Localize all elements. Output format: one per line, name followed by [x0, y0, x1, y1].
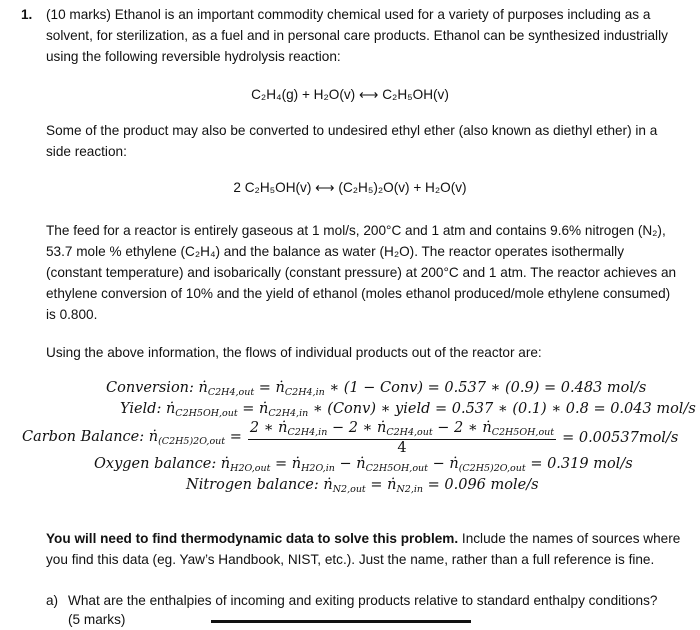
equation-text: = ṅ: [237, 401, 269, 417]
equation-text: =: [225, 429, 242, 445]
question-number: 1.: [21, 7, 33, 22]
thermo-text: [46, 528, 680, 549]
carbon-balance-equation: [22, 420, 678, 456]
equation-text: Nitrogen balance: ṅ: [186, 477, 333, 493]
feed-text: 53.7 mole % ethylene (C₂H₄) and the balance as water (H₂O). The reactor operates isothermally: [46, 244, 624, 259]
fraction-numerator: [248, 420, 556, 440]
equation-text: = ṅ: [365, 477, 397, 493]
equation-text: ∗ (Conv) ∗ yield = 0.537 ∗ (0.1) ∗ 0.8 = 0.043 mol/s: [308, 401, 696, 417]
equation-text: Yield: ṅ: [120, 401, 176, 417]
carbon-balance-fraction: [248, 420, 556, 456]
part-a-question: What are the enthalpies of incoming and exiting products relative to standard enthalpy conditions?: [68, 593, 658, 608]
intro-line: using the following reversible hydrolysis reaction:: [46, 49, 341, 64]
side-reaction-text: side reaction:: [46, 144, 127, 159]
thermo-text-rest: Include the names of sources where: [458, 531, 681, 546]
equation-subscript: N2,out: [332, 484, 366, 495]
equation-subscript: H2O,out: [230, 463, 271, 474]
equation-subscript: (C2H5)2O,out: [158, 436, 226, 447]
redaction-bar: [211, 620, 471, 623]
equation-text: Carbon Balance: ṅ: [22, 429, 159, 445]
equation-subscript: (C2H5)2O,out: [458, 463, 526, 474]
part-a-marks: (5 marks): [68, 612, 126, 627]
equation-text: Oxygen balance: ṅ: [94, 456, 231, 472]
equation-text: Conversion: ṅ: [106, 380, 208, 396]
equation-text: − 2 ∗ ṅ: [327, 420, 387, 436]
feed-text: The feed for a reactor is entirely gaseous at 1 mol/s, 200°C and 1 atm and contains 9.6% nitrogen (N₂),: [46, 223, 666, 238]
intro-line: (10 marks) Ethanol is an important commodity chemical used for a variety of purposes including as a: [46, 7, 651, 22]
equation-subscript: C2H5OH,out: [491, 427, 555, 438]
oxygen-balance-equation: [94, 456, 633, 474]
carbon-balance-result: [562, 430, 678, 446]
equation-text: = ṅ: [254, 380, 285, 396]
equation-subscript: C2H4,out: [386, 427, 433, 438]
fraction-denominator: [248, 440, 556, 456]
equation-subscript: C2H4,in: [287, 427, 328, 438]
equation-subscript: C2H5OH,out: [365, 463, 428, 474]
equation-text: − ṅ: [427, 456, 459, 472]
equation-subscript: C2H4,in: [284, 387, 325, 398]
reaction-equation-2: 2 C₂H₅OH(v) ⟷ (C₂H₅)₂O(v) + H₂O(v): [233, 180, 467, 195]
feed-text: (constant temperature) and isobarically (constant pressure) at 200°C and 1 atm. The reactor achieves an: [46, 265, 677, 280]
part-a-label: a): [46, 593, 59, 608]
reaction-equation-1: C₂H₄(g) + H₂O(v) ⟷ C₂H₅OH(v): [251, 87, 449, 102]
conversion-equation: [106, 380, 646, 398]
thermo-text: you find this data (eg. Yaw’s Handbook, NIST, etc.). Just the name, rather than a full reference is fine.: [46, 552, 655, 567]
equation-text: 4: [397, 440, 407, 456]
feed-text: is 0.800.: [46, 307, 98, 322]
equation-text: − 2 ∗ ṅ: [432, 420, 492, 436]
equation-text: − ṅ: [334, 456, 366, 472]
thermo-bold-text: You will need to find thermodynamic data to solve this problem.: [46, 531, 459, 546]
equation-text: = 0.319 mol/s: [525, 456, 633, 472]
equation-text: ∗ (1 − Conv) = 0.537 ∗ (0.9) = 0.483 mol/s: [324, 380, 647, 396]
equation-subscript: C2H4,in: [268, 408, 309, 419]
equation-subscript: H2O,in: [301, 463, 335, 474]
equation-subscript: N2,in: [396, 484, 424, 495]
equation-subscript: C2H5OH,out: [175, 408, 238, 419]
equation-text: = ṅ: [270, 456, 302, 472]
equation-subscript: C2H4,out: [207, 387, 255, 398]
yield-equation: [120, 401, 696, 419]
using-text: Using the above information, the flows of individual products out of the reactor are:: [46, 345, 542, 360]
intro-line: solvent, for sterilization, as a fuel and in personal care products. Ethanol can be synthesized industrially: [46, 28, 668, 43]
equation-text: = 0.00537mol/s: [562, 430, 679, 446]
equation-text: = 0.096 mole/s: [423, 477, 539, 493]
side-reaction-text: Some of the product may also be converted to undesired ethyl ether (also known as diethyl ether) in a: [46, 123, 658, 138]
equation-text: 2 ∗ ṅ: [249, 420, 288, 436]
nitrogen-balance-equation: [186, 477, 539, 495]
feed-text: ethylene conversion of 10% and the yield of ethanol (moles ethanol produced/mole ethylene consumed): [46, 286, 671, 301]
carbon-balance-lhs: [22, 429, 242, 447]
